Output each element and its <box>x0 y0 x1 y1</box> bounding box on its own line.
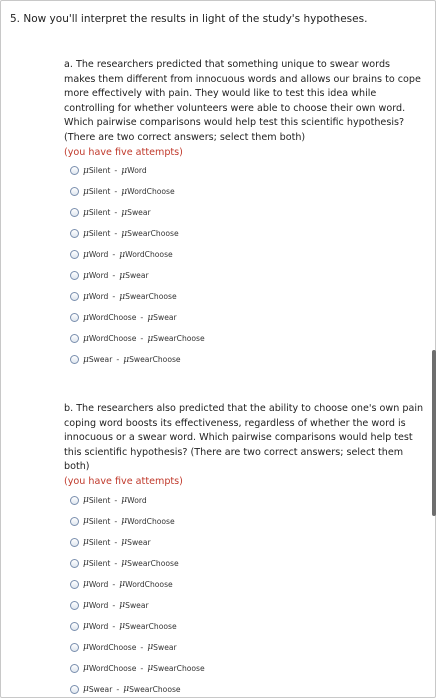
mu-symbol: μ <box>123 354 130 365</box>
option-left-group: Word <box>88 621 109 631</box>
radio-button[interactable] <box>70 580 79 589</box>
minus-sign: - <box>140 642 144 652</box>
mu-symbol: μ <box>147 642 154 653</box>
minus-sign: - <box>140 334 144 344</box>
minus-sign: - <box>112 600 116 610</box>
mu-symbol: μ <box>83 495 89 506</box>
option-right-group: SwearChoose <box>153 334 205 344</box>
answer-option[interactable] <box>70 349 424 370</box>
part-a-options <box>64 160 424 370</box>
option-right-group: Swear <box>125 600 149 610</box>
option-right-group: WordChoose <box>125 579 173 589</box>
radio-button[interactable] <box>70 664 79 673</box>
minus-sign: - <box>114 208 118 218</box>
minus-sign: - <box>114 166 118 176</box>
mu-symbol: μ <box>147 663 154 674</box>
mu-symbol: μ <box>119 291 126 302</box>
answer-option[interactable] <box>70 511 424 532</box>
radio-button[interactable] <box>70 496 79 505</box>
radio-button[interactable] <box>70 250 79 259</box>
option-left-group: Silent <box>88 229 111 239</box>
answer-option[interactable] <box>70 223 424 244</box>
mu-symbol: μ <box>83 642 89 653</box>
radio-button[interactable] <box>70 229 79 238</box>
mu-symbol: μ <box>121 495 128 506</box>
minus-sign: - <box>112 579 116 589</box>
part-a <box>64 58 424 370</box>
mu-symbol: μ <box>83 186 89 197</box>
radio-button[interactable] <box>70 271 79 280</box>
minus-sign: - <box>114 229 118 239</box>
option-left-group: Silent <box>88 495 111 505</box>
minus-sign: - <box>140 663 144 673</box>
radio-button[interactable] <box>70 187 79 196</box>
answer-option[interactable] <box>70 595 424 616</box>
option-left-group: Swear <box>88 684 113 694</box>
mu-symbol: μ <box>121 165 128 176</box>
minus-sign: - <box>116 684 120 694</box>
answer-option[interactable] <box>70 637 424 658</box>
radio-button[interactable] <box>70 559 79 568</box>
option-left-group: Word <box>88 600 109 610</box>
radio-button[interactable] <box>70 166 79 175</box>
answer-option[interactable] <box>70 286 424 307</box>
option-right-group: Word <box>127 495 147 505</box>
option-left-group: Silent <box>88 516 111 526</box>
option-right-group: WordChoose <box>127 516 175 526</box>
option-left-group: Silent <box>88 558 111 568</box>
radio-button[interactable] <box>70 334 79 343</box>
radio-button[interactable] <box>70 208 79 217</box>
option-left-group: Word <box>88 579 109 589</box>
answer-option[interactable] <box>70 307 424 328</box>
option-left-group: Word <box>88 271 109 281</box>
mu-symbol: μ <box>83 684 89 695</box>
mu-symbol: μ <box>83 270 89 281</box>
option-left-group: WordChoose <box>88 334 137 344</box>
option-left-group: Silent <box>88 166 111 176</box>
mu-symbol: μ <box>83 291 89 302</box>
mu-symbol: μ <box>147 333 154 344</box>
option-right-group: Swear <box>153 313 177 323</box>
mu-symbol: μ <box>83 333 89 344</box>
radio-button[interactable] <box>70 538 79 547</box>
mu-symbol: μ <box>83 516 89 527</box>
mu-symbol: μ <box>147 312 154 323</box>
scrollbar-thumb[interactable] <box>432 350 436 516</box>
answer-option[interactable] <box>70 553 424 574</box>
option-right-group: WordChoose <box>127 187 175 197</box>
minus-sign: - <box>114 558 118 568</box>
answer-option[interactable] <box>70 265 424 286</box>
radio-button[interactable] <box>70 313 79 322</box>
answer-option[interactable] <box>70 616 424 637</box>
minus-sign: - <box>112 271 116 281</box>
mu-symbol: μ <box>83 354 89 365</box>
mu-symbol: μ <box>121 516 128 527</box>
part-a-stem: a. The researchers predicted that something unique to swear words makes them different from innocuous words and allows our brains to cope more effectively with pain. They would like to test this idea while controlling for whether volunteers were able to choose their own word. Which pairwise comparisons would help test this scientific hypothesis? (There are two correct answers; select them both) <box>64 59 421 143</box>
minus-sign: - <box>112 621 116 631</box>
option-left-group: Word <box>88 292 109 302</box>
mu-symbol: μ <box>83 249 89 260</box>
part-b <box>64 402 424 700</box>
part-b-stem: b. The researchers also predicted that the ability to choose one's own pain coping word boosts its effectiveness, regardless of whether the word is innocuous or a swear word. Which pairwise comparisons would help test this scientific hypothesis? (There are two correct answers; select them both) <box>64 403 424 473</box>
option-right-group: SwearChoose <box>153 663 205 673</box>
option-right-group: Swear <box>127 537 151 547</box>
minus-sign: - <box>112 292 116 302</box>
option-right-group: Swear <box>127 208 151 218</box>
answer-option[interactable] <box>70 574 424 595</box>
radio-button[interactable] <box>70 685 79 694</box>
option-right-group: WordChoose <box>125 250 173 260</box>
option-left-group: Silent <box>88 208 111 218</box>
mu-symbol: μ <box>83 621 89 632</box>
option-left-group: WordChoose <box>88 663 137 673</box>
question-title: 5. Now you'll interpret the results in light of the study's hypotheses. <box>10 13 368 25</box>
minus-sign: - <box>114 537 118 547</box>
answer-option[interactable] <box>70 679 424 700</box>
minus-sign: - <box>114 495 118 505</box>
minus-sign: - <box>116 355 120 365</box>
option-right-group: SwearChoose <box>125 292 177 302</box>
radio-button[interactable] <box>70 517 79 526</box>
option-left-group: Silent <box>88 537 111 547</box>
answer-option[interactable] <box>70 328 424 349</box>
answer-option[interactable] <box>70 658 424 679</box>
minus-sign: - <box>114 516 118 526</box>
option-right-group: SwearChoose <box>129 684 181 694</box>
mu-symbol: μ <box>119 579 126 590</box>
option-right-group: SwearChoose <box>129 355 181 365</box>
option-right-group: Swear <box>125 271 149 281</box>
mu-symbol: μ <box>121 207 128 218</box>
mu-symbol: μ <box>83 312 89 323</box>
radio-button[interactable] <box>70 622 79 631</box>
option-left-group: Silent <box>88 187 111 197</box>
mu-symbol: μ <box>83 207 89 218</box>
answer-option[interactable] <box>70 160 424 181</box>
mu-symbol: μ <box>83 165 89 176</box>
mu-symbol: μ <box>119 249 126 260</box>
radio-button[interactable] <box>70 292 79 301</box>
option-left-group: Swear <box>88 355 113 365</box>
option-left-group: WordChoose <box>88 642 137 652</box>
part-a-attempts: (you have five attempts) <box>64 146 183 158</box>
minus-sign: - <box>114 187 118 197</box>
mu-symbol: μ <box>119 621 126 632</box>
part-b-options <box>64 490 424 700</box>
answer-option[interactable] <box>70 202 424 223</box>
mu-symbol: μ <box>119 600 126 611</box>
option-right-group: SwearChoose <box>125 621 177 631</box>
answer-option[interactable] <box>70 244 424 265</box>
part-b-attempts: (you have five attempts) <box>64 475 183 487</box>
option-right-group: Swear <box>153 642 177 652</box>
mu-symbol: μ <box>83 537 89 548</box>
option-left-group: Word <box>88 250 109 260</box>
minus-sign: - <box>140 313 144 323</box>
option-left-group: WordChoose <box>88 313 137 323</box>
mu-symbol: μ <box>121 537 128 548</box>
answer-option[interactable] <box>70 490 424 511</box>
minus-sign: - <box>112 250 116 260</box>
mu-symbol: μ <box>123 684 130 695</box>
mu-symbol: μ <box>83 600 89 611</box>
mu-symbol: μ <box>83 663 89 674</box>
mu-symbol: μ <box>121 228 128 239</box>
mu-symbol: μ <box>83 579 89 590</box>
mu-symbol: μ <box>83 558 89 569</box>
mu-symbol: μ <box>121 558 128 569</box>
mu-symbol: μ <box>119 270 126 281</box>
mu-symbol: μ <box>121 186 128 197</box>
answer-option[interactable] <box>70 532 424 553</box>
option-right-group: SwearChoose <box>127 558 179 568</box>
option-right-group: Word <box>127 166 147 176</box>
radio-button[interactable] <box>70 601 79 610</box>
radio-button[interactable] <box>70 355 79 364</box>
radio-button[interactable] <box>70 643 79 652</box>
option-right-group: SwearChoose <box>127 229 179 239</box>
answer-option[interactable] <box>70 181 424 202</box>
mu-symbol: μ <box>83 228 89 239</box>
